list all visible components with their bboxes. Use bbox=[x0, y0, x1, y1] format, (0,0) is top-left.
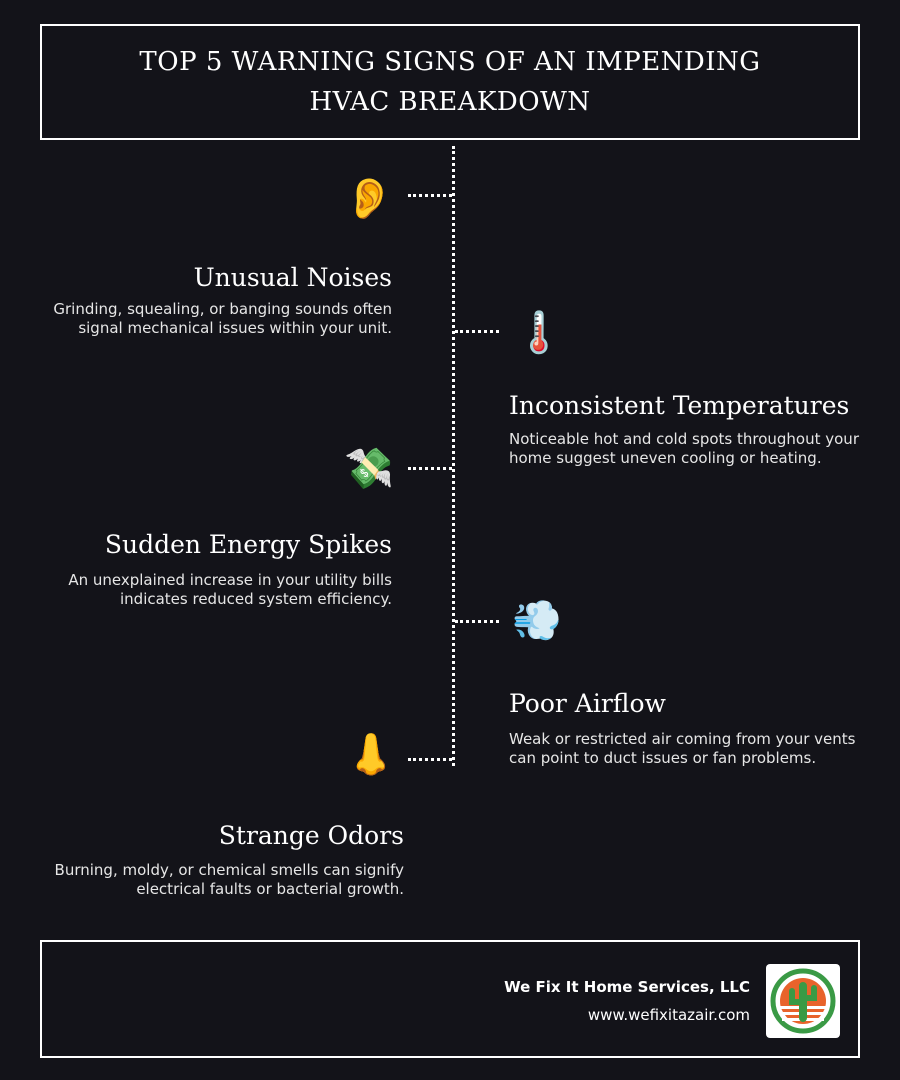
item-desc-sudden-energy-spikes: An unexplained increase in your utility bills indicates reduced system efficiency. bbox=[68, 571, 392, 608]
branch-connector-1 bbox=[408, 194, 452, 197]
branch-connector-5 bbox=[408, 758, 452, 761]
header-box bbox=[40, 24, 860, 140]
footer-box bbox=[40, 940, 860, 1058]
company-logo bbox=[766, 964, 840, 1038]
item-desc-strange-odors: Burning, moldy, or chemical smells can signify electrical faults or bacterial growth. bbox=[54, 861, 404, 898]
cactus-sun-logo-icon bbox=[766, 964, 840, 1038]
item-desc-unusual-noises: Grinding, squealing, or banging sounds often signal mechanical issues within your unit. bbox=[53, 300, 392, 337]
item-title-unusual-noises: Unusual Noises bbox=[193, 263, 392, 292]
company-name: We Fix It Home Services, LLC bbox=[504, 978, 750, 996]
item-title-strange-odors: Strange Odors bbox=[218, 821, 404, 850]
money-with-wings-icon: 💸 bbox=[344, 447, 394, 491]
thermometer-icon: 🌡️ bbox=[514, 311, 564, 355]
item-title-inconsistent-temperatures: Inconsistent Temperatures bbox=[509, 391, 850, 420]
item-title-poor-airflow: Poor Airflow bbox=[509, 689, 666, 718]
branch-connector-2 bbox=[455, 330, 499, 333]
company-url-link[interactable]: www.wefixitazair.com bbox=[587, 1006, 750, 1024]
branch-connector-3 bbox=[408, 467, 452, 470]
item-desc-poor-airflow: Weak or restricted air coming from your vents can point to duct issues or fan problems. bbox=[509, 730, 856, 767]
ear-icon: 👂 bbox=[344, 177, 394, 221]
timeline-dotted-line bbox=[452, 146, 455, 766]
item-desc-inconsistent-temperatures: Noticeable hot and cold spots throughout your home suggest uneven cooling or heating. bbox=[509, 430, 859, 467]
nose-icon: 👃 bbox=[346, 733, 396, 777]
page-title: TOP 5 WARNING SIGNS OF AN IMPENDING HVAC BREAKDOWN bbox=[139, 47, 761, 117]
branch-connector-4 bbox=[455, 620, 499, 623]
item-title-sudden-energy-spikes: Sudden Energy Spikes bbox=[104, 530, 392, 559]
dash-wind-icon: 💨 bbox=[512, 599, 562, 643]
